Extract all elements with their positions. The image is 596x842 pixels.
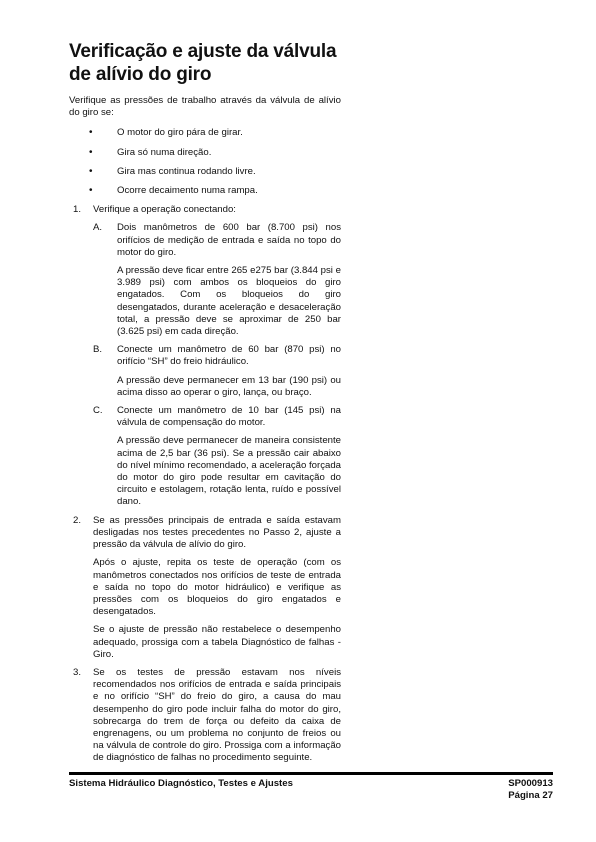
substep-text: Conecte um manômetro de 10 bar (145 psi) na válvula de compensação do motor. [117,405,341,429]
substep-letter: B. [93,344,103,356]
step-text: Se as pressões principais de entrada e saída estavam desligadas nos testes precedentes no Passo 2, ajuste a pressão da válvula de alívio do giro. [93,514,341,551]
list-item: • Gira só numa direção. [69,147,341,159]
substep-note: A pressão deve ficar entre 265 e275 bar (3.844 psi e 3.989 psi) com ambos os bloqueios do giro engatados. Com os bloqueios do giro desengatados, durante aceleração e desaceleração total, a pressão deve se aproximar de 250 bar (3.625 psi) em cada direção. [117,265,341,338]
footer-title: Sistema Hidráulico Diagnóstico, Testes e Ajustes [69,778,293,789]
step-2 [69,515,341,661]
step-text: Se os testes de pressão estavam nos níveis recomendados nos orifícios de entrada e saída principais e no orifício “SH” do freio do giro, a causa do mau desempenho do giro pode incluir falha do motor do giro, sobrecarga do trem de força ou defeito da caixa de engrenagens, ou um problema no conjunto de freios ou na válvula de controle do giro. Prossiga com a informação de diagnóstico de falhas no procedimento seguinte. [93,666,341,764]
footer-page-info [508,778,553,802]
page-number: Página 27 [508,790,553,801]
footer-divider [69,772,553,775]
step-paragraph: Se o ajuste de pressão não restabelece o desempenho adequado, prossiga com a tabela Diagnóstico de falhas - Giro. [93,624,341,660]
substep-a [93,222,341,338]
substep-letter: C. [93,405,103,417]
substep-b [93,344,341,399]
step-3 [69,667,341,765]
step-number: 2. [73,514,82,526]
step-text: Verifique a operação conectando: [93,204,236,216]
page-title: Verificação e ajuste da válvula de alívio do giro [69,41,337,85]
step-paragraph: Após o ajuste, repita os teste de operação (com os manômetros conectados nos orifícios de teste de entrada e saída no topo do motor hidráulico) e verifique as pressões com os bloqueios do giro engatados e desengatados. [93,557,341,618]
step-number: 1. [73,204,82,216]
document-code: SP000913 [508,778,553,789]
list-item: • Ocorre decaimento numa rampa. [69,185,341,197]
list-item: • O motor do giro pára de girar. [69,127,341,139]
step-1 [69,204,341,508]
list-item: • Gira mas continua rodando livre. [69,166,341,178]
substep-text: Conecte um manômetro de 60 bar (870 psi) no orifício “SH” do freio hidráulico. [117,344,341,368]
substep-note: A pressão deve permanecer de maneira consistente acima de 2,5 bar (36 psi). Se a pressão cair abaixo do nível mínimo recomendado, a aceleração forçada do motor do giro pode resultar em cavitação do circuito e estolagem, rotação lenta, ruído e possível dano. [117,435,341,508]
substep-note: A pressão deve permanecer em 13 bar (190 psi) ou acima disso ao operar o giro, lança, ou braço. [117,374,341,398]
substep-c [93,405,341,509]
step-number: 3. [73,666,82,678]
document-body [69,95,341,765]
substep-text: Dois manômetros de 600 bar (8.700 psi) nos orifícios de medição de entrada e saída no topo do motor do giro. [117,222,341,258]
symptom-list [69,127,341,197]
intro-paragraph: Verifique as pressões de trabalho através da válvula de alívio do giro se: [69,95,341,119]
substep-letter: A. [93,222,103,234]
